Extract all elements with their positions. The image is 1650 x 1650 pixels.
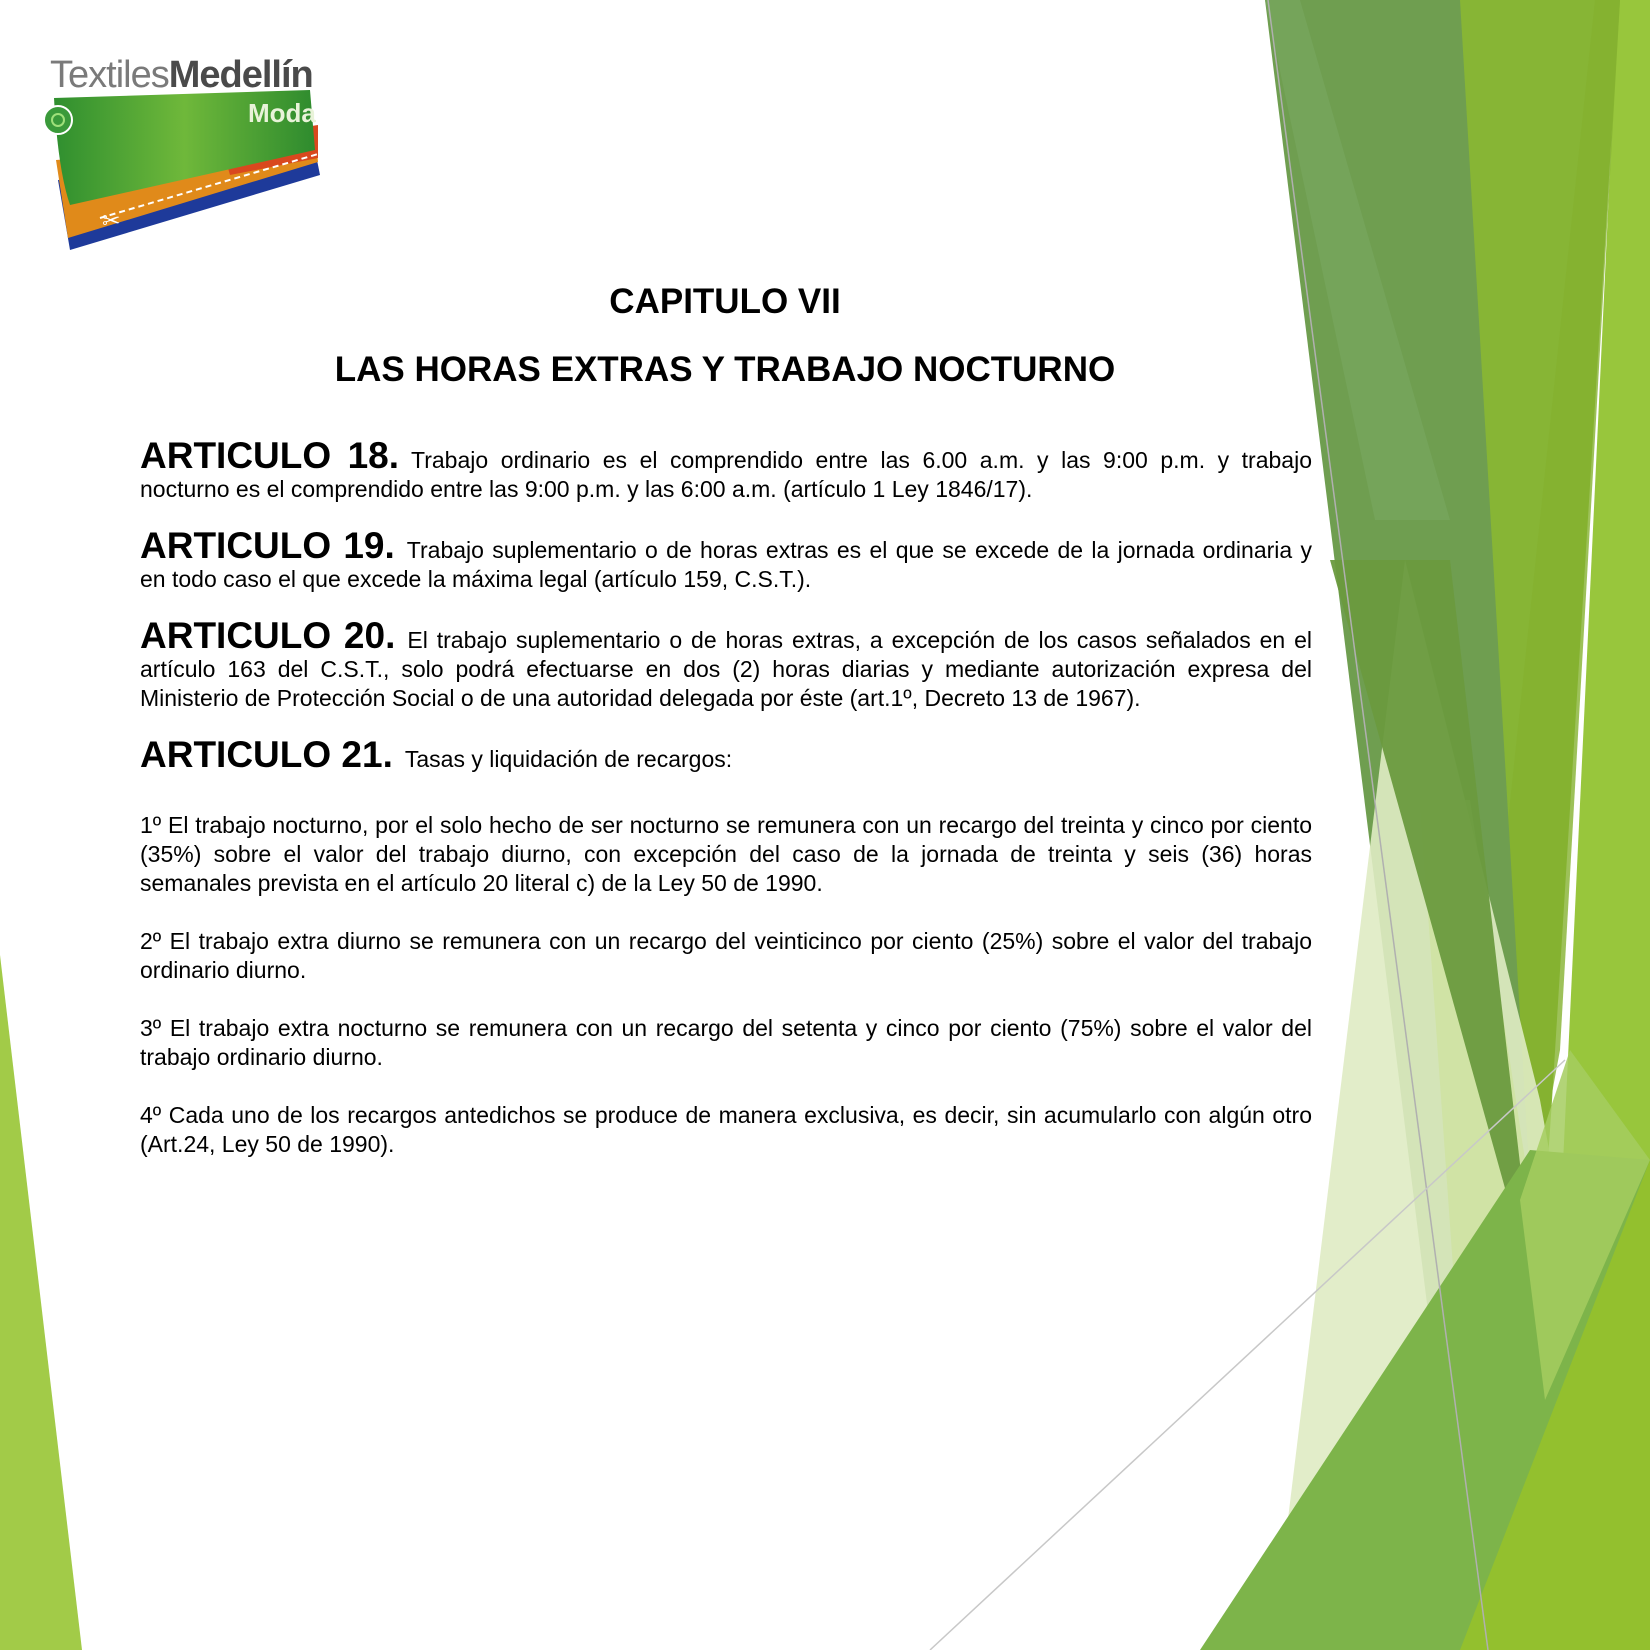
article-label: ARTICULO 18. (140, 435, 400, 476)
article-text: Tasas y liquidación de recargos: (404, 746, 733, 772)
article-text: Trabajo suplementario o de horas extras es el que se excede de la jornada ordinaria y en todo caso el que excede la máxima legal (artículo 159, C.S.T.). (140, 537, 1312, 592)
logo-brand-name: TextilesMedellín (50, 54, 313, 96)
document-body (140, 435, 1312, 1188)
article-18 (140, 435, 1312, 504)
left-green-triangle (0, 955, 82, 1650)
svg-text:✂: ✂ (102, 209, 121, 234)
logo-subtitle: Moda (248, 98, 316, 128)
chapter-heading: CAPITULO VII (609, 282, 841, 321)
article-20 (140, 615, 1312, 713)
article-19 (140, 525, 1312, 594)
clause-4: 4º Cada uno de los recargos antedichos se produce de manera exclusiva, es decir, sin acumularlo con algún otro (Art.24, Ley 50 de 1990). (140, 1102, 1312, 1157)
clause-1: 1º El trabajo nocturno, por el solo hecho de ser nocturno se remunera con un recargo del treinta y cinco por ciento (35%) sobre el valor del trabajo diurno, con excepción del caso de la jornada de treinta y seis (36) horas semanales prevista en el artículo 20 literal c) de la Ley 50 de 1990. (140, 812, 1312, 896)
article-text: Trabajo ordinario es el comprendido entre las 6.00 a.m. y las 9:00 p.m. y trabajo nocturno es el comprendido entre las 9:00 p.m. y las 6:00 a.m. (artículo 1 Ley 1846/17). (140, 447, 1312, 502)
article-label: ARTICULO 19. (140, 525, 395, 566)
chapter-title: LAS HORAS EXTRAS Y TRABAJO NOCTURNO (334, 350, 1116, 389)
clause-2: 2º El trabajo extra diurno se remunera con un recargo del veinticinco por ciento (25%) sobre el valor del trabajo ordinario diurno. (140, 928, 1312, 983)
article-label: ARTICULO 20. (140, 615, 396, 656)
article-21 (140, 734, 1312, 775)
clause-3: 3º El trabajo extra nocturno se remunera con un recargo del setenta y cinco por ciento (75%) sobre el valor del trabajo ordinario diurno. (140, 1015, 1312, 1070)
article-label: ARTICULO 21. (140, 734, 393, 775)
article-text: El trabajo suplementario o de horas extras, a excepción de los casos señalados en el artículo 163 del C.S.T., solo podrá efectuarse en dos (2) horas diarias y mediante autorización expresa del Ministerio de Protección Social o de una autoridad delegada por éste (art.1º, Decreto 13 de 1967). (140, 627, 1312, 711)
company-logo (40, 50, 340, 260)
